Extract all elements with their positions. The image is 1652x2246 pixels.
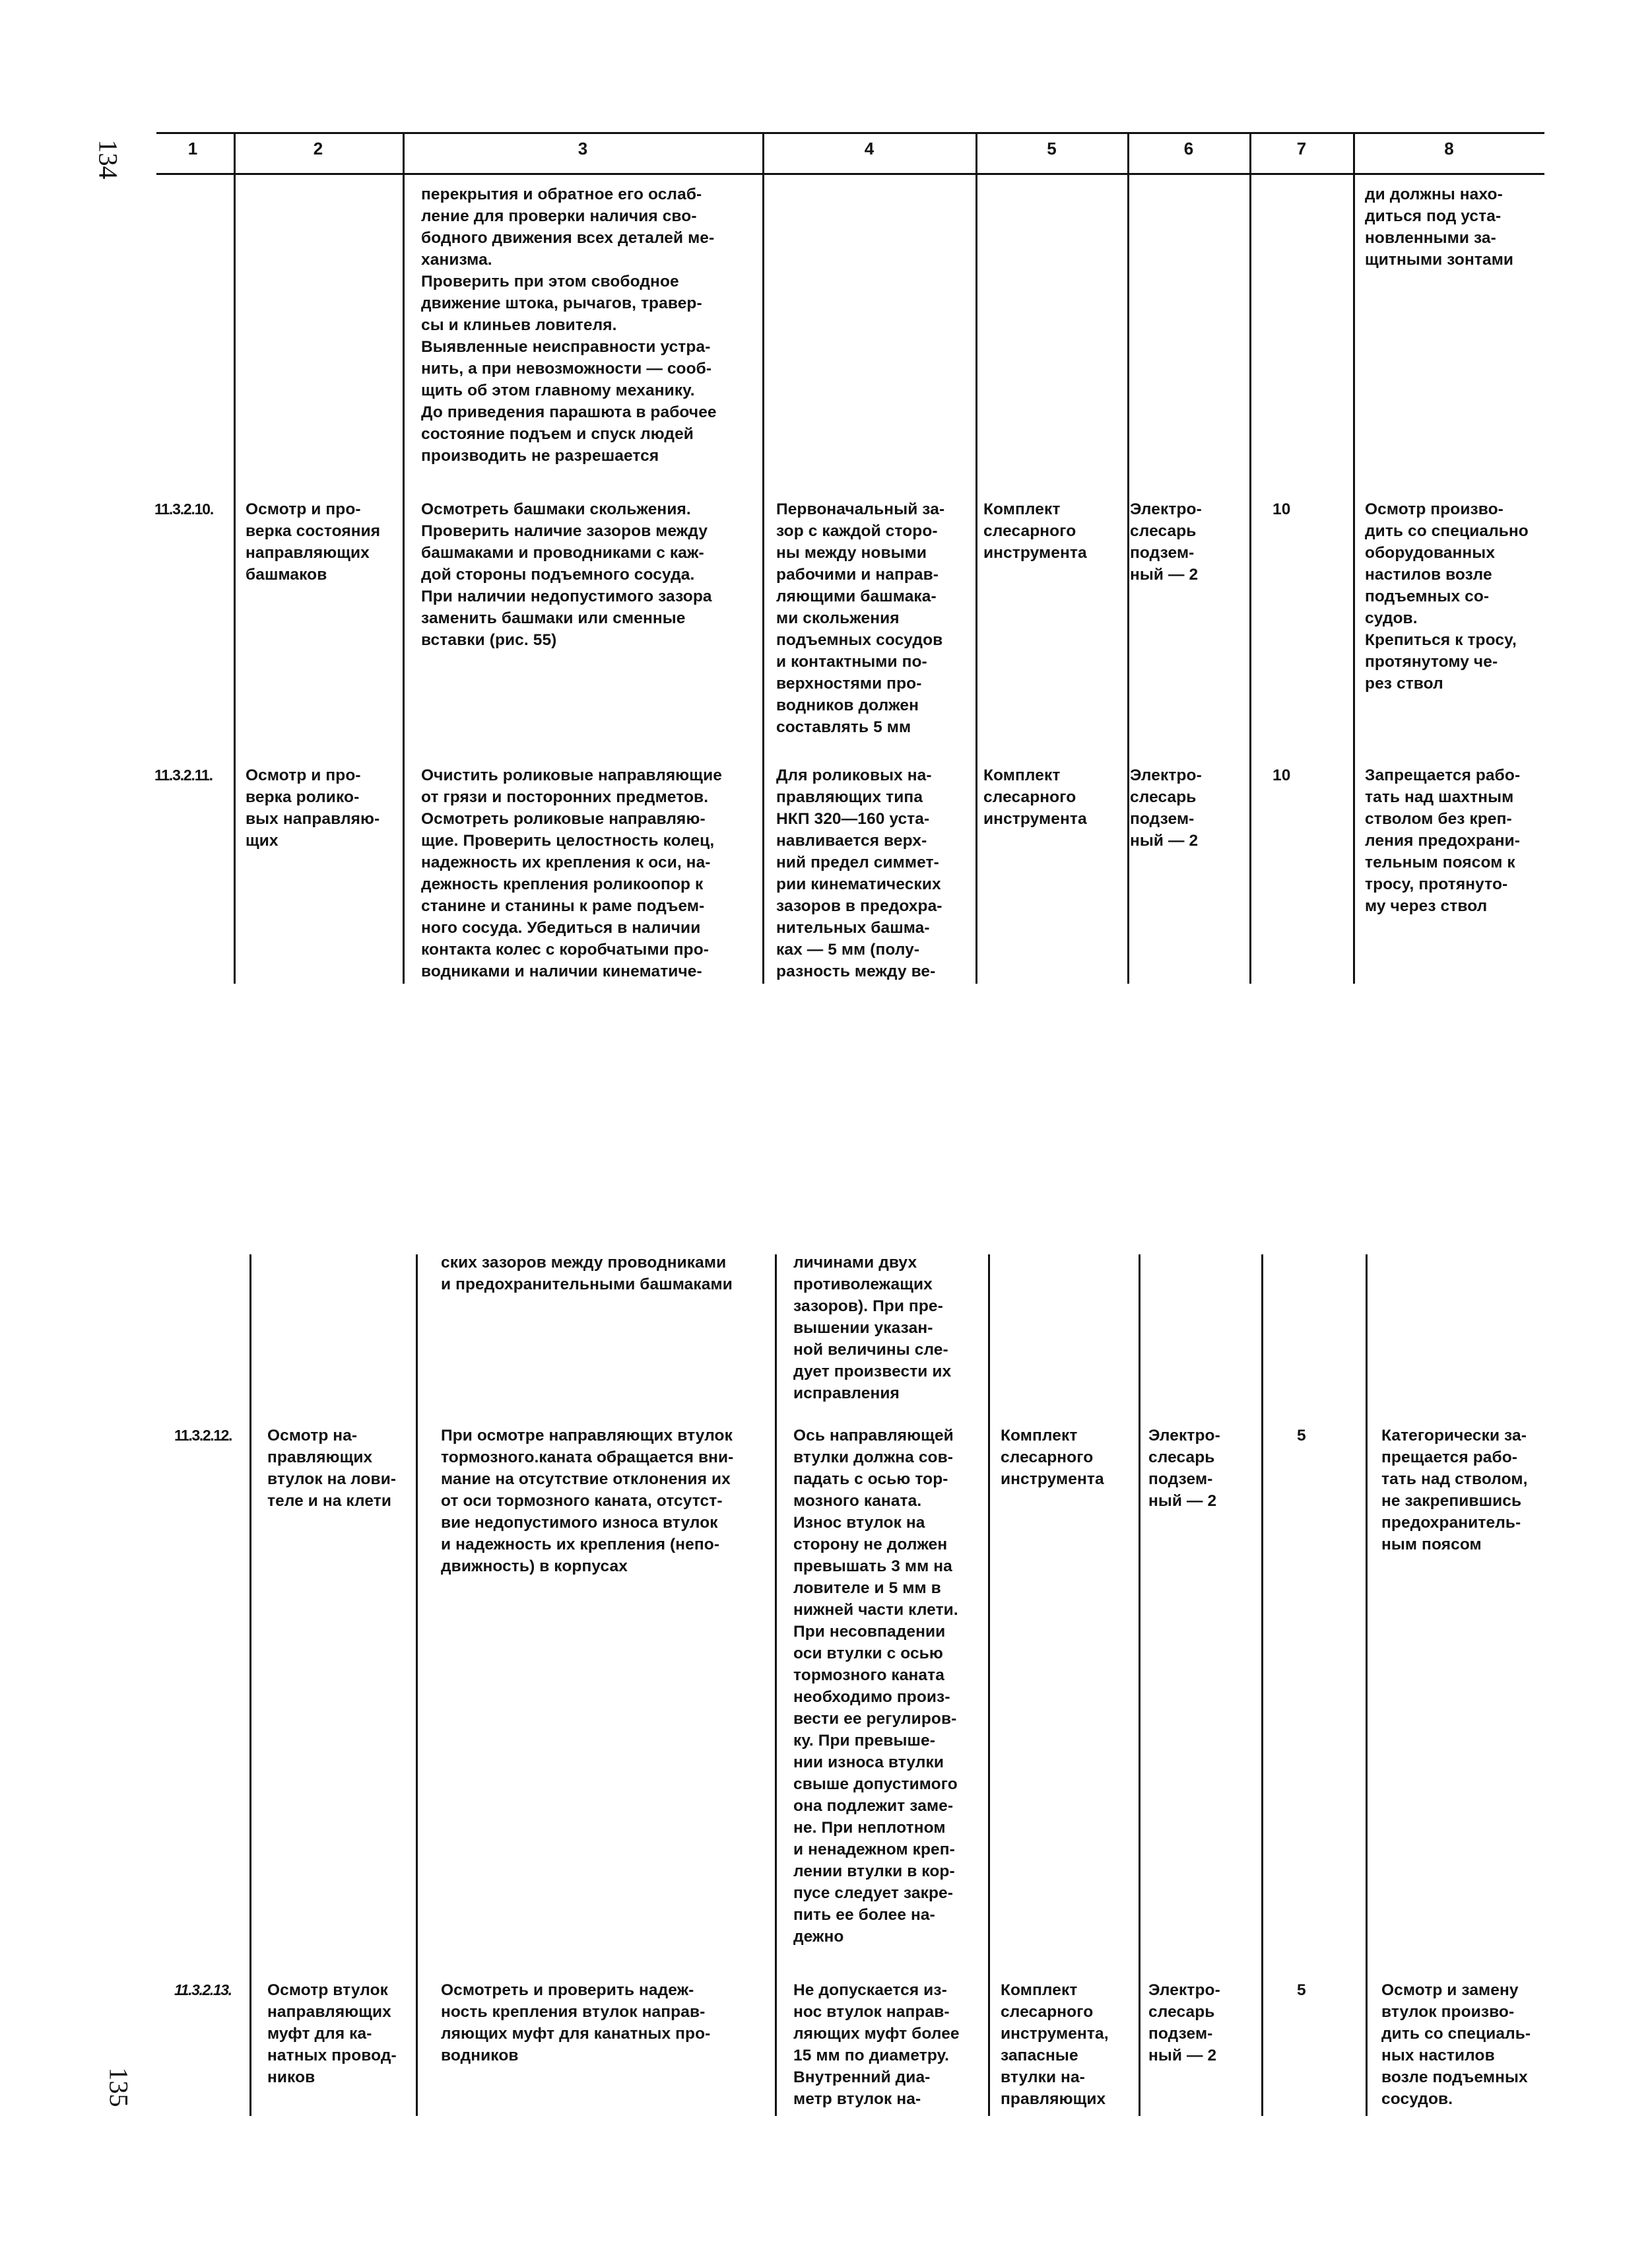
header-col-4: 4 — [864, 139, 875, 158]
col-divider — [234, 132, 236, 984]
row-requirements: Не допускается из- нос втулок направ- ляющих муфт более 15 мм по диаметру. Внутренний диа- метр втулок на- — [793, 1981, 960, 2108]
row-worker: Электро- слесарь подзем- ный — 2 — [1148, 1981, 1220, 2064]
row-number: 11.3.2.11. — [154, 766, 213, 784]
row-tools: Комплект слесарного инструмента — [983, 500, 1087, 562]
header-col-8: 8 — [1444, 139, 1454, 158]
col-divider — [975, 132, 977, 984]
header-bottom-rule — [156, 173, 1544, 175]
row-time: 5 — [1297, 1427, 1306, 1445]
row-worker: Электро- слесарь подзем- ный — 2 — [1148, 1427, 1220, 1510]
row-time: 5 — [1297, 1981, 1306, 1999]
row-name: Осмотр и про- верка ролико- вых направляю- щих — [246, 766, 380, 850]
row-name: Осмотр на- правляющих втулок на лови- теле и на клети — [267, 1427, 397, 1510]
col-divider — [1249, 132, 1251, 984]
row-tools: Комплект слесарного инструмента — [1001, 1427, 1104, 1488]
col-divider — [1127, 132, 1129, 984]
row-number: 11.3.2.10. — [154, 500, 214, 518]
row-worker: Электро- слесарь подзем- ный — 2 — [1130, 766, 1202, 850]
row-number: 11.3.2.13. — [174, 1981, 232, 1998]
row-notes: Категорически за- прещается рабо- тать над стволом, не закрепившись предохранитель- ным поясом — [1381, 1427, 1528, 1553]
row-tools: Комплект слесарного инструмента, запасные втулки на- правляющих — [1001, 1981, 1109, 2108]
page-number-top: 134 — [93, 139, 123, 180]
continuation-work: перекрытия и обратное его ослаб- ление для проверки наличия сво- бодного движения всех деталей ме- ханизма. Проверить при этом свободное движение штока, рычагов, травер- сы и клиньев ловителя. Выявленные неисправности устра- нить, а при невозможности — сооб- щить об этом главному механику. До приведения парашюта в рабочее состояние подъем и спуск людей производить не разрешается — [421, 186, 717, 465]
header-col-5: 5 — [1047, 139, 1057, 158]
header-col-2: 2 — [313, 139, 323, 158]
row-tools: Комплект слесарного инструмента — [983, 766, 1087, 828]
col-divider — [1353, 132, 1355, 984]
header-col-3: 3 — [578, 139, 588, 158]
row-work: Осмотреть башмаки скольжения. Проверить наличие зазоров между башмаками и проводниками с каж- дой стороны подъемного сосуда. При наличии недопустимого зазора заменить башмаки или сменные вставки (рис. 55) — [421, 500, 712, 649]
continuation-requirements: личинами двух противолежащих зазоров). При пре- вышении указан- ной величины сле- дует произвести их исправления — [793, 1254, 952, 1402]
row-name: Осмотр втулок направляющих муфт для ка- натных провод- ников — [267, 1981, 397, 2086]
row-notes: Осмотр и замену втулок произво- дить со специаль- ных настилов возле подъемных сосудов. — [1381, 1981, 1531, 2108]
row-time: 10 — [1272, 766, 1291, 784]
row-notes: Осмотр произво- дить со специально оборудованных настилов возле подъемных со- судов. Крепиться к тросу, протянутому че- рез ствол — [1365, 500, 1529, 693]
row-worker: Электро- слесарь подзем- ный — 2 — [1130, 500, 1202, 584]
row-requirements: Для роликовых на- правляющих типа НКП 320—160 уста- навливается верх- ний предел симмет- рии кинематических зазоров в предохра- нительных башма- ках — 5 мм (полу- разность между ве- — [776, 766, 942, 980]
row-time: 10 — [1272, 500, 1291, 518]
continuation-work: ских зазоров между проводниками и предохранительными башмаками — [441, 1254, 733, 1293]
header-top-rule — [156, 132, 1544, 134]
continuation-notes: ди должны нахо- диться под уста- новленными за- щитными зонтами — [1365, 186, 1514, 269]
col-divider — [1366, 1254, 1368, 2116]
row-work: Осмотреть и проверить надеж- ность крепления втулок направ- ляющих муфт для канатных про- водников — [441, 1981, 711, 2064]
header-col-6: 6 — [1183, 139, 1194, 158]
col-divider — [1261, 1254, 1263, 2116]
row-number: 11.3.2.12. — [174, 1427, 232, 1444]
header-col-7: 7 — [1296, 139, 1307, 158]
header-col-1: 1 — [187, 139, 198, 158]
row-work: При осмотре направляющих втулок тормозного.каната обращается вни- мание на отсутствие отклонения их от оси тормозного каната, отсутст- вие недопустимого износа втулок и надежность их крепления (непо- движность) в корпусах — [441, 1427, 734, 1575]
row-work: Очистить роликовые направляющие от грязи и посторонних предметов. Осмотреть роликовые направляю- щие. Проверить целостность колец, надежность их крепления к оси, на- дежность крепления роликоопор к станине и станины к раме подъем- ного сосуда. Убедиться в наличии контакта колес с коробчатыми про- водниками и наличии кинематиче- — [421, 766, 722, 980]
row-name: Осмотр и про- верка состояния направляющих башмаков — [246, 500, 381, 584]
row-requirements: Ось направляющей втулки должна сов- падать с осью тор- мозного каната. Износ втулок на сторону не должен превышать 3 мм на ловителе и 5 мм в нижней части клети. При несовпадении оси втулки с осью тормозного каната необходимо произ- вести ее регулиров- ку. При превыше- нии износа втулки свыше допустимого она подлежит заме- не. При неплотном и ненадежном креп- лении втулки в кор- пусе следует закре- пить ее более на- дежно — [793, 1427, 958, 1946]
page-number-bottom: 135 — [104, 2067, 134, 2107]
row-notes: Запрещается рабо- тать над шахтным стволом без креп- ления предохрани- тельным поясом к тросу, протянуто- му через ствол — [1365, 766, 1521, 915]
row-requirements: Первоначальный за- зор с каждой сторо- ны между новыми рабочими и направ- ляющими башмака- ми скольжения подъемных сосудов и контактными по- верхностями про- водников должен составлять 5 мм — [776, 500, 945, 736]
